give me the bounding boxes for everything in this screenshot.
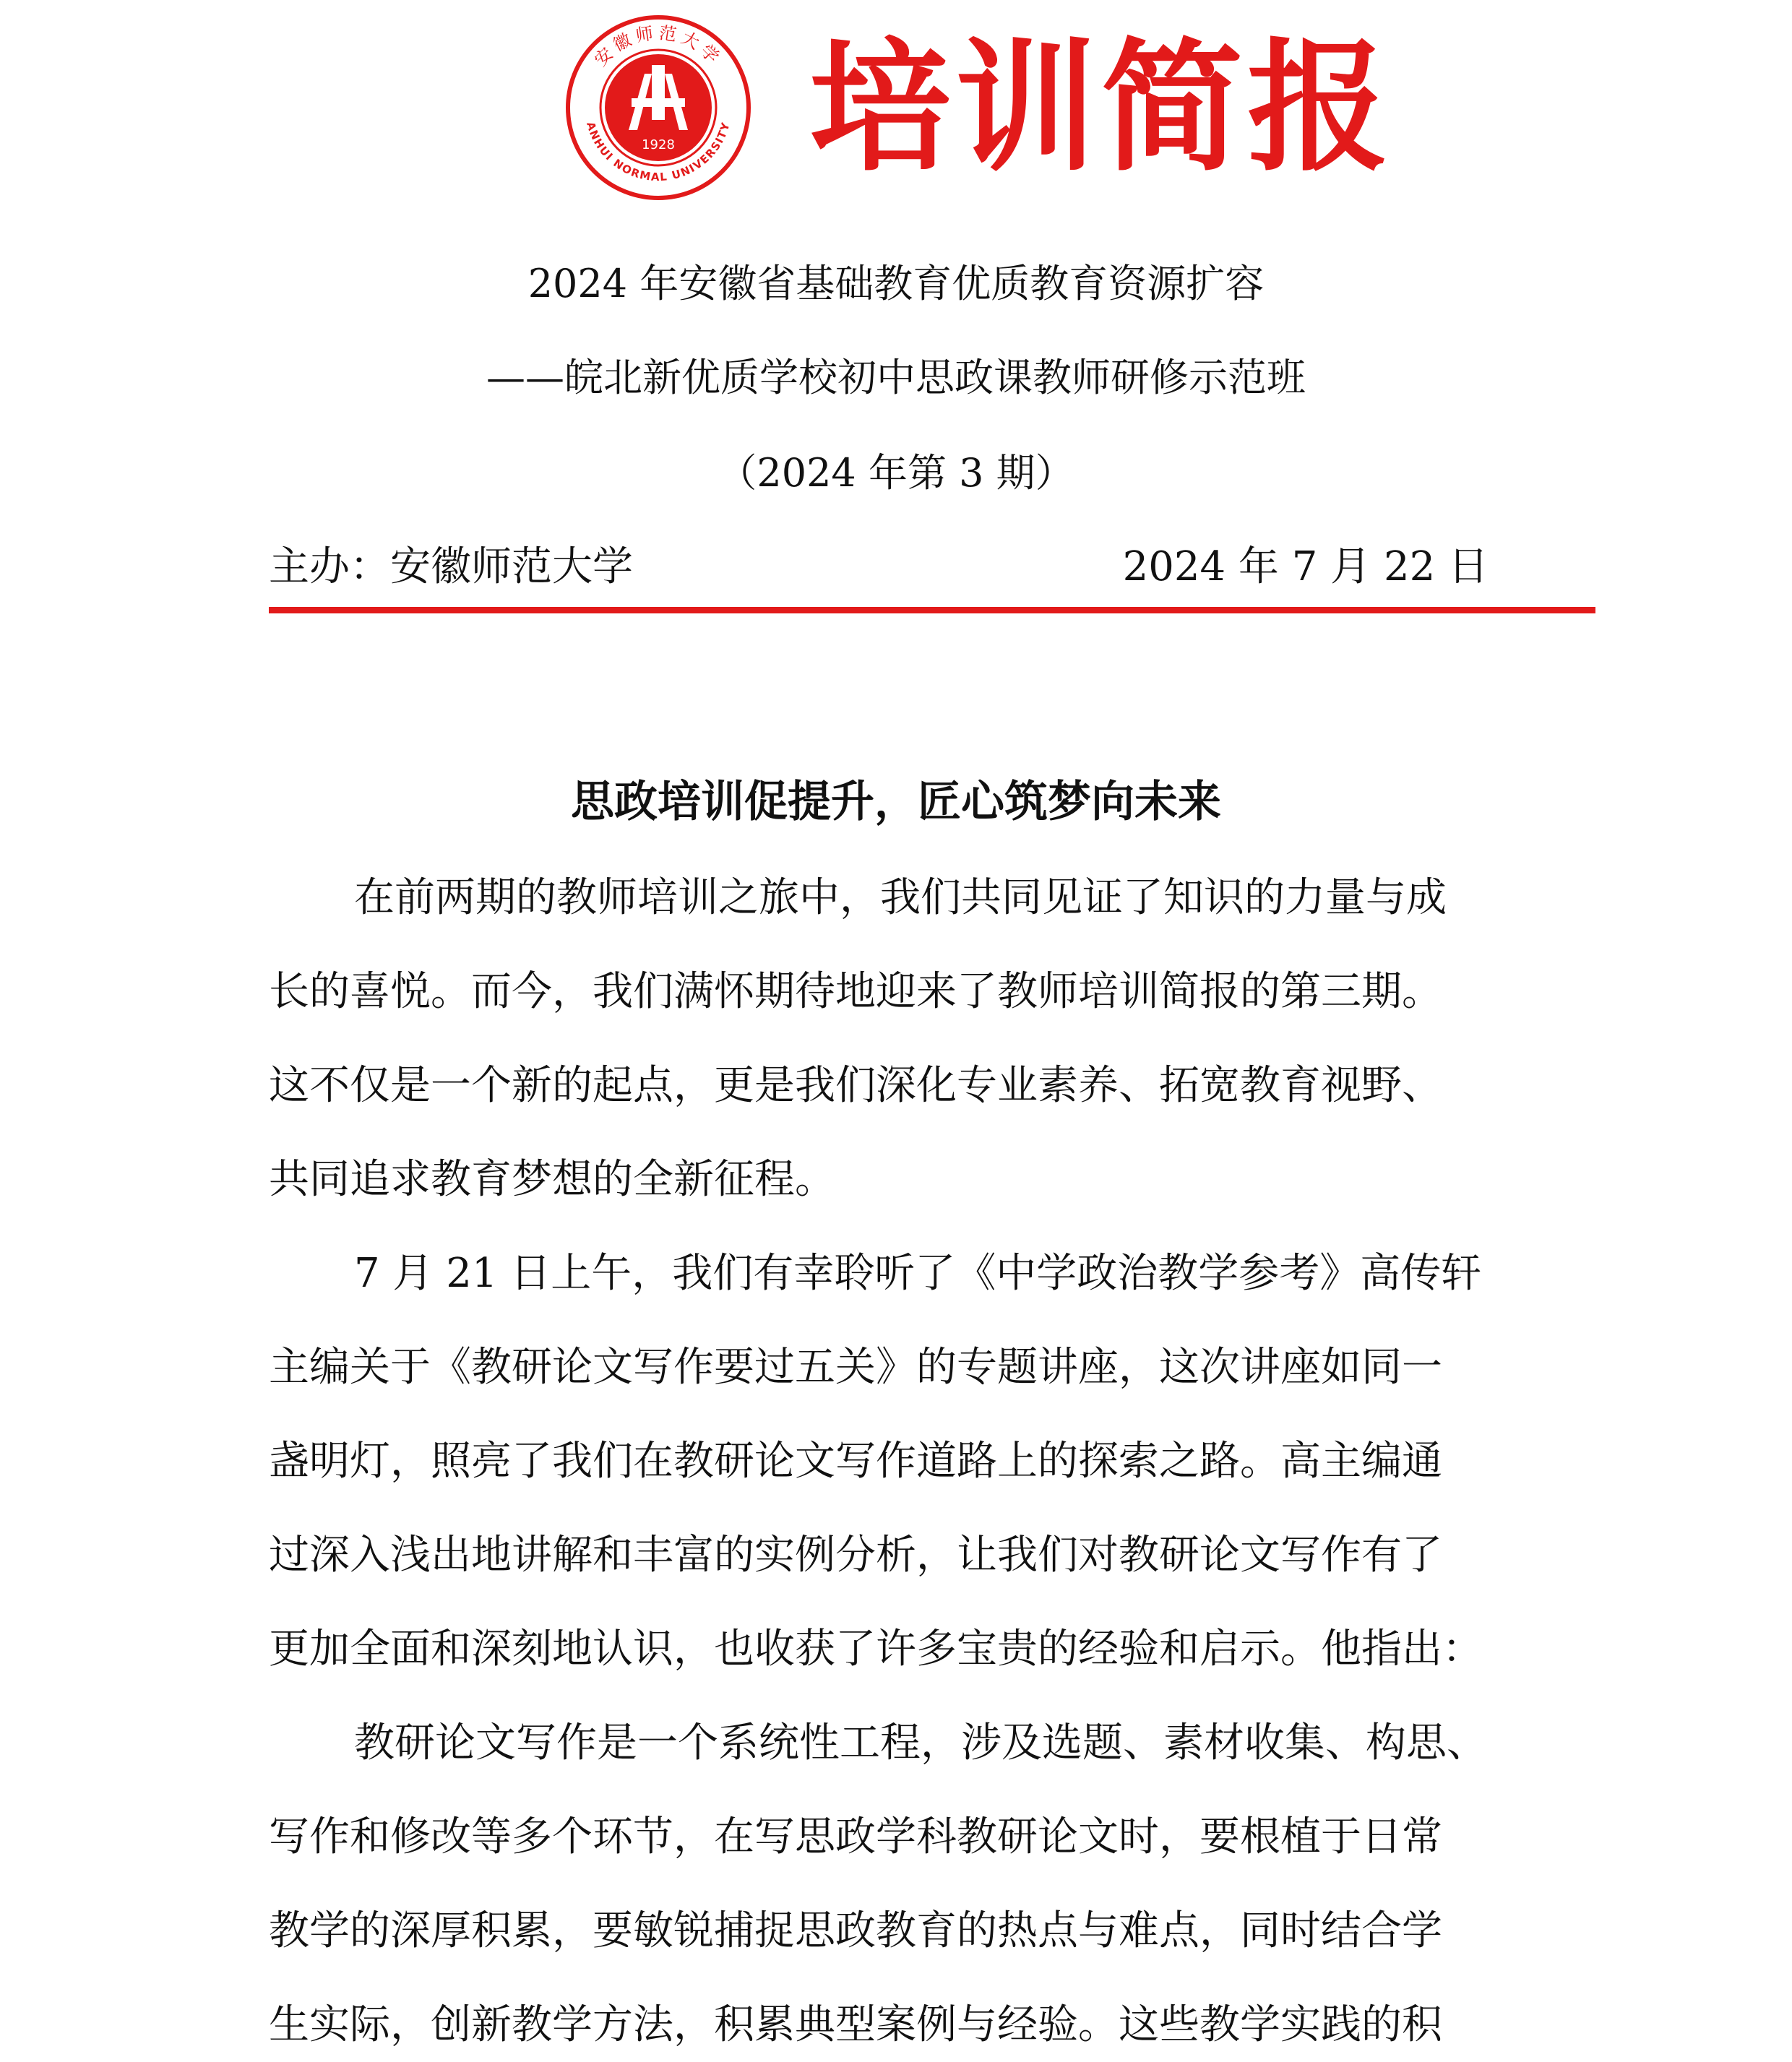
university-logo [564,13,753,202]
article-title: 思政培训促提升，匠心筑梦向未来 [571,777,1221,827]
body-line: 教学的深厚积累，要敏锐捕捉思政教育的热点与难点，同时结合学 [269,1907,1442,1954]
body-line: 共同追求教育梦想的全新征程。 [269,1156,835,1203]
logo-year: 1928 [642,137,675,152]
body-line: 长的喜悦。而今，我们满怀期待地迎来了教师培训简报的第三期。 [269,968,1442,1015]
logo-english-text: ANHUI NORMAL UNIVERSITY [584,120,733,184]
body-line: 盏明灯，照亮了我们在教研论文写作道路上的探索之路。高主编通 [269,1438,1442,1485]
issue-date: 2024 年 7 月 22 日 [1122,543,1489,590]
issue-number: （2024 年第 3 期） [718,450,1074,496]
body-line: 写作和修改等多个环节，在写思政学科教研论文时，要根植于日常 [269,1813,1442,1860]
body-line: 在前两期的教师培训之旅中，我们共同见证了知识的力量与成 [354,874,1447,921]
body-line: 主编关于《教研论文写作要过五关》的专题讲座，这次讲座如同一 [269,1344,1442,1391]
masthead-title: 培训简报 [809,26,1394,191]
body-line: 过深入浅出地讲解和丰富的实例分析，让我们对教研论文写作有了 [269,1532,1442,1579]
body-line: 7 月 21 日上午，我们有幸聆听了《中学政治教学参考》高传轩 [354,1250,1482,1297]
body-line: 这不仅是一个新的起点，更是我们深化专业素养、拓宽教育视野、 [269,1062,1442,1109]
program-title-line1: 2024 年安徽省基础教育优质教育资源扩容 [527,261,1265,306]
header-divider [269,607,1595,613]
body-line: 生实际，创新教学方法，积累典型案例与经验。这些教学实践的积 [269,2001,1442,2048]
organizer: 主办：安徽师范大学 [269,543,633,590]
body-line: 更加全面和深刻地认识，也收获了许多宝贵的经验和启示。他指出： [269,1626,1483,1673]
body-line: 教研论文写作是一个系统性工程，涉及选题、素材收集、构思、 [354,1720,1487,1766]
logo-ring-text: 安徽师范大学 [590,22,726,71]
program-title-line2: ——皖北新优质学校初中思政课教师研修示范班 [486,355,1306,400]
